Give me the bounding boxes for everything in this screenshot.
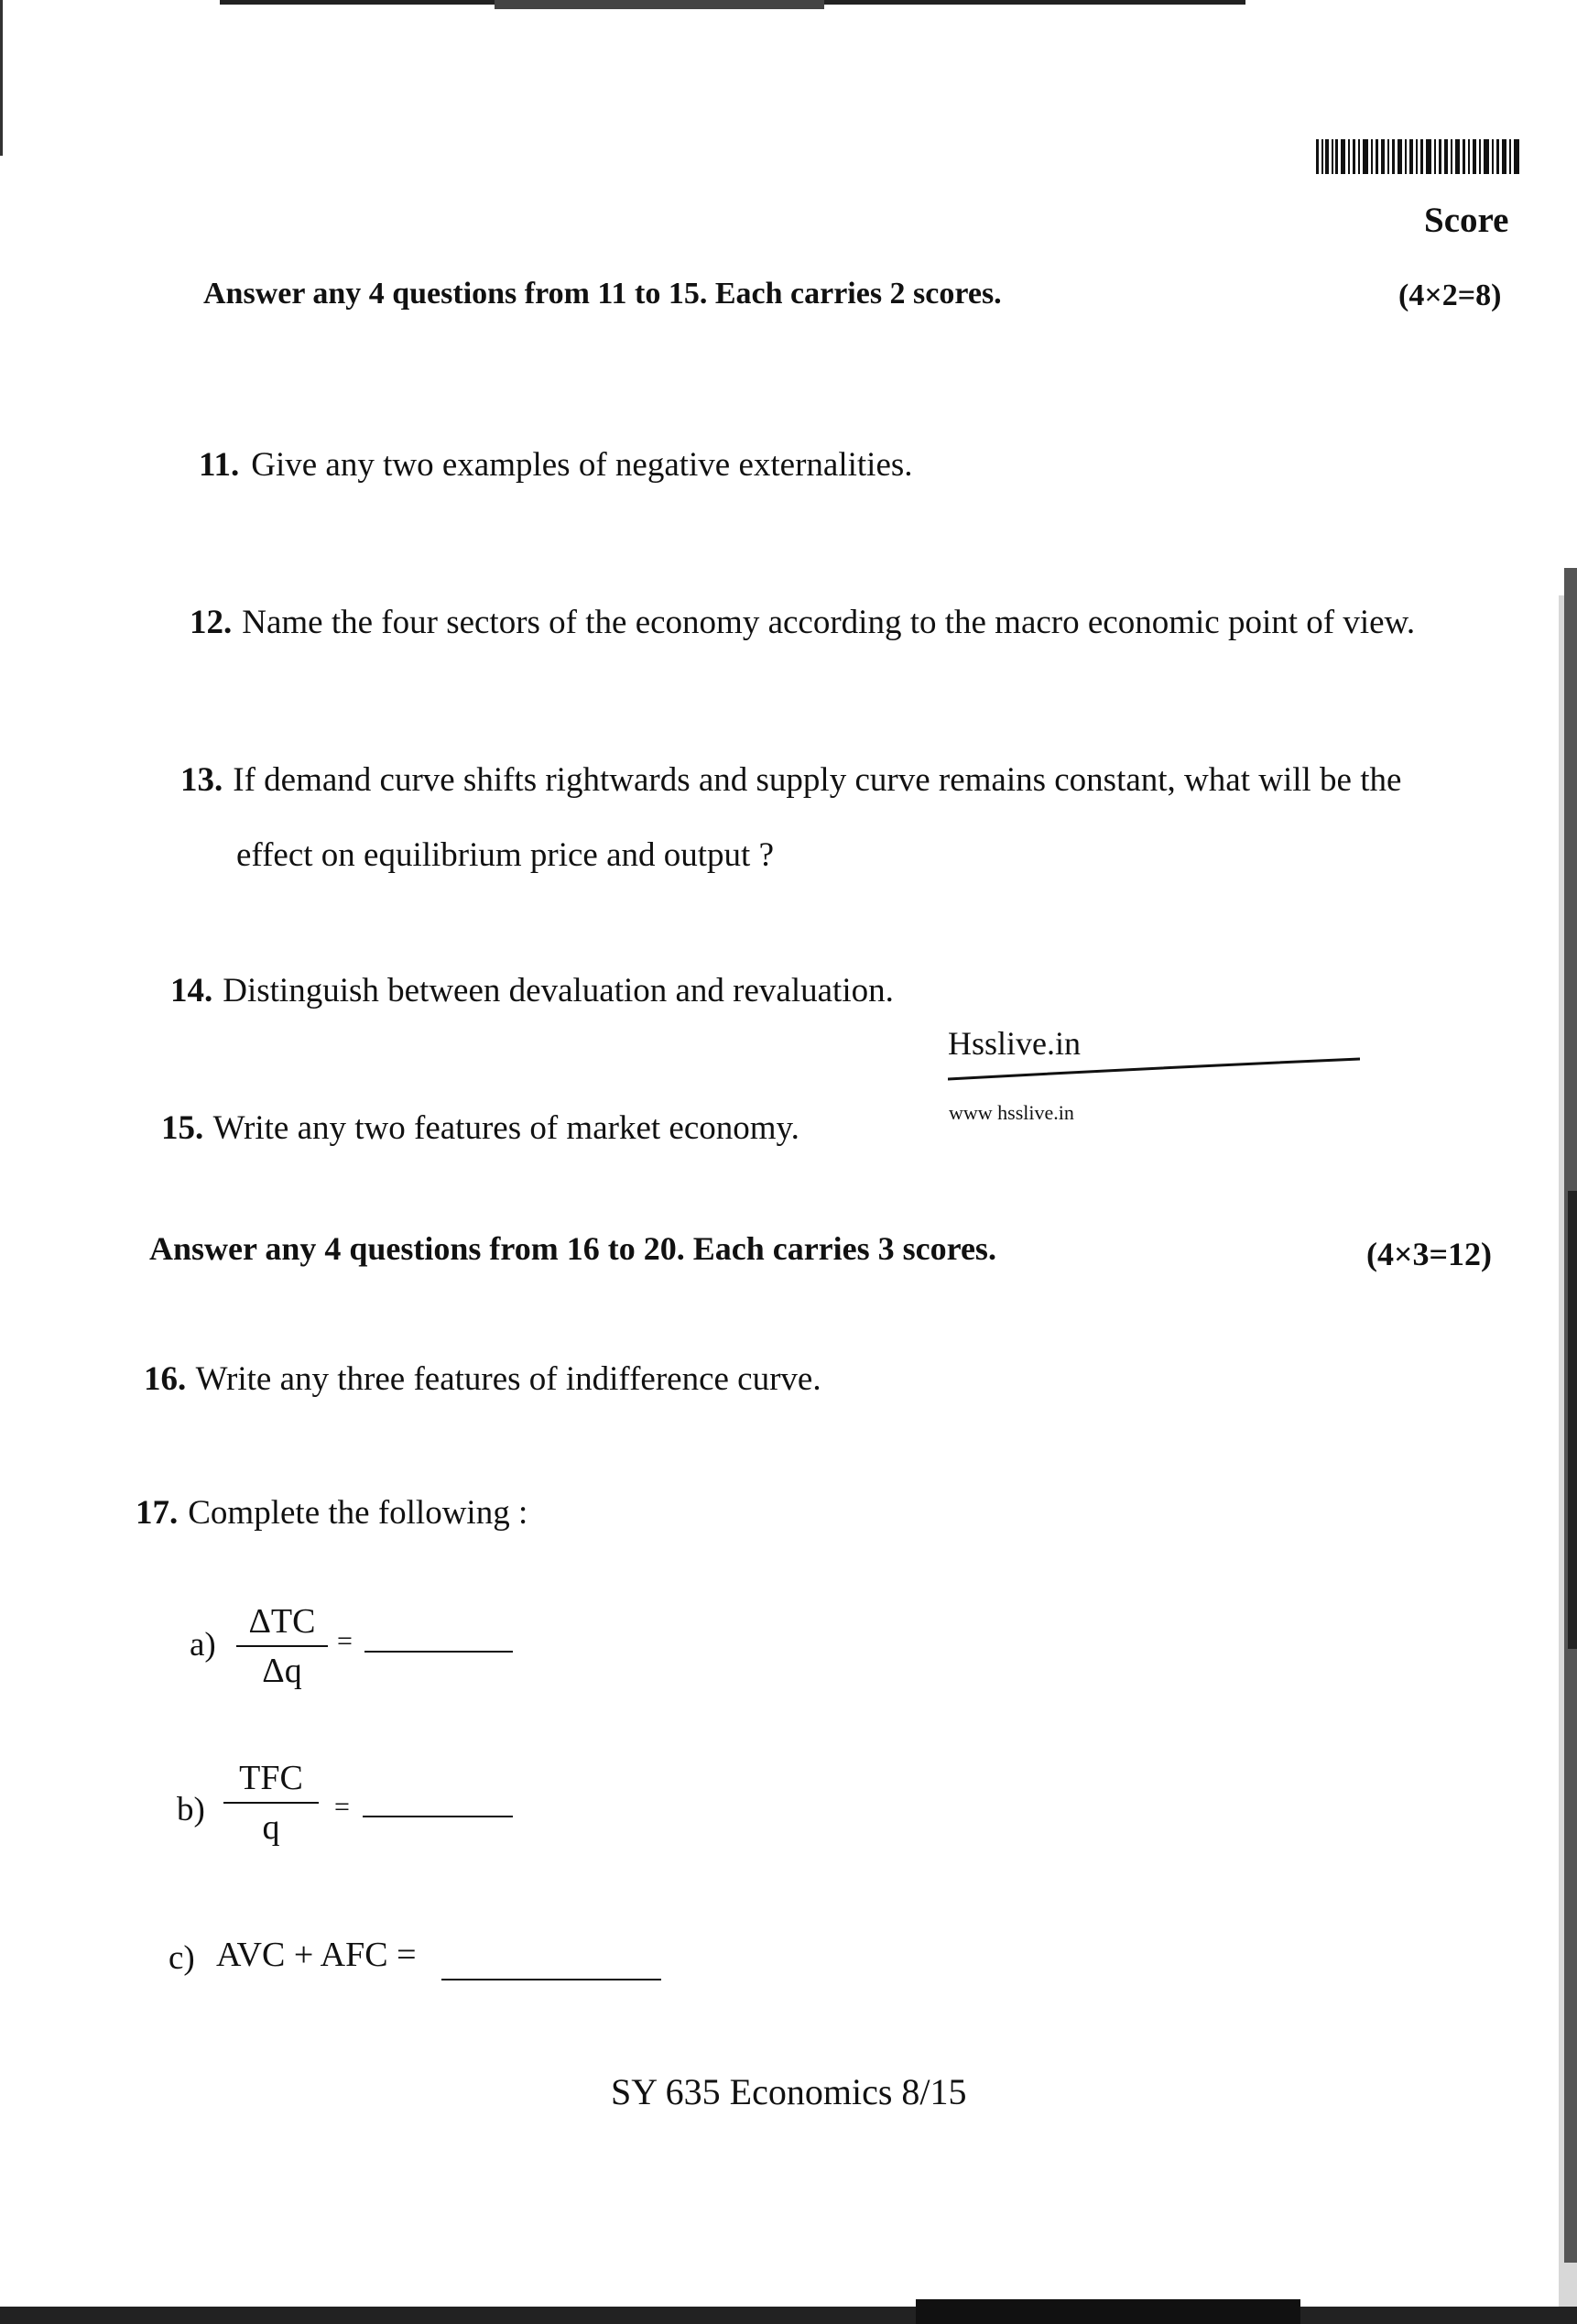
question-number: 13. <box>180 761 223 799</box>
question-number: 16. <box>144 1360 187 1398</box>
fraction-bar <box>223 1802 319 1804</box>
question-text: Name the four sectors of the economy according to the macro economic point of view. <box>242 604 1416 641</box>
fraction-bar <box>236 1645 328 1647</box>
question-text: If demand curve shifts rightwards and supply curve remains constant, what will be the <box>233 761 1402 799</box>
q17-part-a-fraction <box>236 1599 328 1693</box>
question-text: Write any three features of indifference curve. <box>195 1360 821 1398</box>
fraction-denominator: q <box>262 1808 280 1847</box>
question-11 <box>199 445 913 485</box>
question-12 <box>190 603 1415 642</box>
question-14 <box>170 971 894 1010</box>
question-number: 11. <box>199 446 240 484</box>
q17-part-c-expression: AVC + AFC = <box>216 1936 417 1974</box>
fraction-numerator: ΔTC <box>248 1602 316 1641</box>
barcode <box>1316 139 1519 174</box>
score-label: Score <box>1424 201 1509 240</box>
question-text: Write any two features of market economy. <box>212 1109 799 1147</box>
watermark-url: www hsslive.in <box>949 1101 1074 1124</box>
question-17 <box>136 1493 527 1533</box>
footer-paper-code: SY 635 Economics 8/15 <box>611 2071 967 2112</box>
q17-part-a-answer-blank[interactable] <box>364 1651 513 1653</box>
question-16 <box>144 1359 821 1399</box>
question-text: Give any two examples of negative externalities. <box>251 446 913 484</box>
question-13-continuation: effect on equilibrium price and output ? <box>236 836 775 874</box>
watermark-underline <box>948 1055 1360 1083</box>
q17-part-b-fraction <box>223 1756 319 1849</box>
q17-part-a-equals: = <box>337 1626 353 1656</box>
question-text: Complete the following : <box>188 1494 528 1532</box>
q17-part-b-equals: = <box>334 1792 350 1822</box>
q17-part-c-answer-blank[interactable] <box>441 1979 661 1980</box>
q17-part-b-answer-blank[interactable] <box>363 1816 513 1817</box>
fraction-numerator: TFC <box>239 1759 303 1797</box>
section-instruction-16-20: Answer any 4 questions from 16 to 20. Each carries 3 scores. <box>149 1230 996 1267</box>
q17-part-b-label: b) <box>177 1791 205 1828</box>
question-text: Distinguish between devaluation and revaluation. <box>223 972 894 1009</box>
section-instruction-11-15: Answer any 4 questions from 11 to 15. Each carries 2 scores. <box>203 277 1002 311</box>
q17-part-c-label: c) <box>169 1939 195 1977</box>
question-15 <box>161 1108 799 1148</box>
question-13 <box>180 760 1401 800</box>
q17-part-a-label: a) <box>190 1626 216 1664</box>
question-number: 17. <box>136 1494 179 1532</box>
question-number: 14. <box>170 972 213 1009</box>
question-number: 15. <box>161 1109 204 1147</box>
section-marks-16-20: (4×3=12) <box>1366 1236 1493 1272</box>
section-marks-11-15: (4×2=8) <box>1398 278 1502 312</box>
question-number: 12. <box>190 604 233 641</box>
watermark-logo: Hsslive.in <box>948 1025 1082 1062</box>
fraction-denominator: Δq <box>262 1652 302 1690</box>
